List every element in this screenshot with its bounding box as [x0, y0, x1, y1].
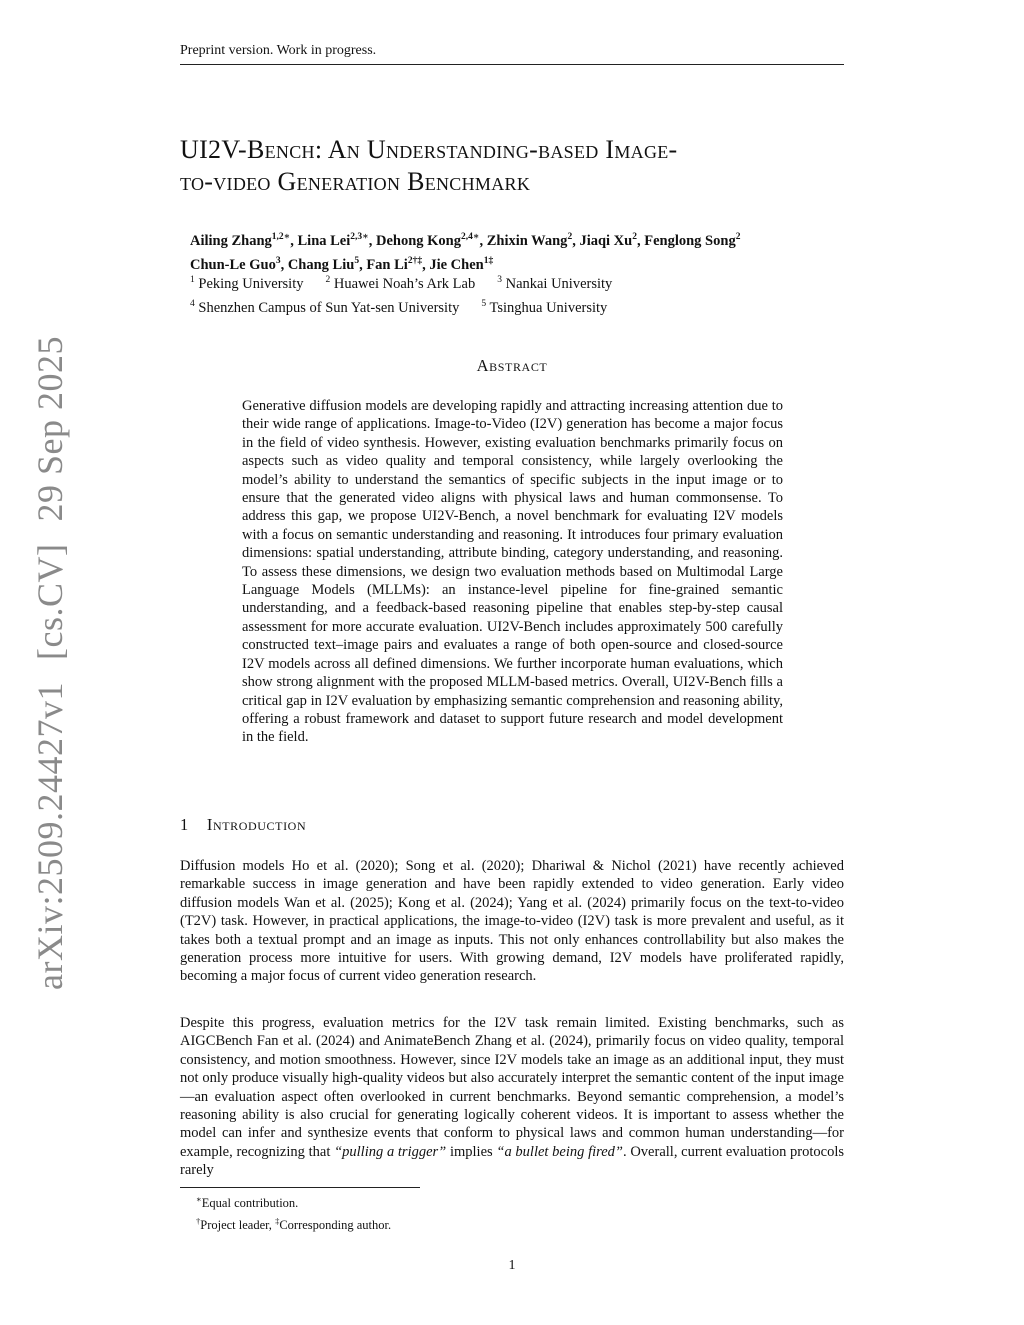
paper-title: [180, 134, 860, 198]
affiliation-number: 1: [190, 275, 195, 285]
header-rule: [180, 64, 844, 65]
affiliation-list: [190, 270, 612, 318]
affiliation-name: Peking University: [198, 275, 304, 292]
paragraph-text: implies: [449, 1143, 493, 1160]
author-affil-sup: 3: [275, 255, 281, 266]
footnote-text: Equal contribution.: [201, 1196, 299, 1211]
author-list: [190, 227, 850, 275]
arxiv-category: [cs.CV]: [30, 543, 70, 661]
affiliation-name: Huawei Noah’s Ark Lab: [333, 275, 476, 292]
author-affil-sup: 2: [632, 232, 637, 242]
emphasis-quote: “pulling a trigger”: [334, 1143, 447, 1160]
paragraph-text: . Overall, current evaluation protocols rarely: [180, 1143, 844, 1179]
author-name: Zhixin Wang: [486, 232, 568, 249]
author-affil-sup: 2: [735, 232, 741, 242]
author-mark: ‡: [488, 255, 494, 266]
arxiv-side-stamp: [29, 336, 71, 990]
title-line-1: UI2V-Bench: An Understanding-based Image-: [180, 135, 678, 164]
author-affil-sup: 5: [354, 255, 360, 266]
section-number: 1: [180, 815, 189, 834]
emphasis-quote: “a bullet being fired”: [496, 1143, 623, 1160]
author-mark: †‡: [412, 255, 423, 266]
section-heading: [180, 815, 306, 835]
affiliation-name: Tsinghua University: [489, 299, 608, 316]
arxiv-id: arXiv:2509.24427v1: [30, 682, 70, 990]
author-affil-sup: 2: [407, 255, 413, 266]
author-name: Dehong Kong: [375, 232, 461, 249]
author-mark: ∗: [283, 232, 291, 242]
author-line-1: Ailing Zhang$^{1,2∗}$, Lina Lei$^{2,3∗}$, Dehong Kong$^{2,4∗}$, Zhixin Wang$^2$, Jiaqi Xu$^2$, Fenglong Song$^2$: [190, 232, 741, 249]
author-name: Chun-Le Guo: [190, 256, 276, 273]
author-affil-sup: 2,4: [461, 232, 473, 242]
author-affil-sup: 2: [567, 232, 573, 242]
affiliation-name: Shenzhen Campus of Sun Yat-sen University: [198, 299, 460, 316]
author-affil-sup: 1,2: [271, 232, 284, 242]
footnotes: [196, 1190, 391, 1234]
affiliation-name: Nankai University: [505, 275, 613, 292]
arxiv-date: 29 Sep 2025: [30, 336, 70, 522]
author-mark: ∗: [362, 232, 369, 242]
author-name: Fan Li: [366, 256, 408, 273]
footnote-mark: ‡: [275, 1216, 280, 1227]
affiliation-number: 3: [497, 275, 502, 285]
footnote-2: [196, 1212, 391, 1234]
intro-paragraph-2: [180, 1014, 844, 1180]
author-affil-sup: 2,3: [350, 232, 363, 242]
affiliation-line-1: [190, 270, 612, 294]
footnote-text: Corresponding author.: [279, 1218, 392, 1233]
author-line-2: Chun-Le Guo$^3$, Chang Liu$^5$, Fan $Li^{2\dagger\ddagger}$, Jie Chen$^{1\ddagger}$: [190, 255, 494, 273]
author-name: Ailing Zhang: [190, 232, 272, 249]
section-title: Introduction: [206, 815, 307, 834]
abstract-heading: Abstract: [476, 356, 548, 375]
running-header: Preprint version. Work in progress.: [180, 43, 377, 58]
author-name: Lina Lei: [297, 232, 351, 249]
title-line-2: to-video Generation Benchmark: [180, 167, 531, 196]
author-name: Fenglong Song: [644, 232, 736, 249]
footnote-mark: †: [196, 1216, 201, 1227]
author-affil-sup: 1: [483, 255, 489, 266]
affiliation-number: 5: [481, 298, 487, 309]
footnote-text: Project leader,: [200, 1218, 272, 1233]
author-name: Chang Liu: [287, 256, 355, 273]
footnote-rule: [180, 1187, 420, 1188]
intro-paragraph-1: Diffusion models Ho et al. (2020); Song et al. (2020); Dhariwal & Nichol (2021) have recently achieved remarkable success in image generation and have been rapidly extended to video generation. Early video diffusion models Wan et al. (2025); Kong et al. (2024); Yang et al. (2024) primarily focus on the text-to-video (T2V) task. However, in practical applications, the image-to-video (I2V) task is more prevalent and useful, as it takes both a textual prompt and an image as inputs. This not only enhances controllability but also makes the generation process more intuitive for users. With growing demand, I2V models have proliferated rapidly, becoming a major focus of current video generation research.: [180, 858, 844, 985]
author-name: Jiaqi Xu: [579, 232, 633, 249]
affiliation-number: 2: [325, 275, 331, 285]
author-mark: ∗: [472, 232, 480, 242]
affiliation-number: 4: [190, 298, 195, 309]
footnote-1: [196, 1190, 391, 1212]
paragraph-text: Despite this progress, evaluation metrics for the I2V task remain limited. Existing benchmarks, such as AIGCBench Fan et al. (2024) and AnimateBench Zhang et al. (2024), primarily focus on video quality, temporal consistency, and motion smoothness. However, since I2V models take an image as an additional input, they must not only produce visually high-quality videos but also accurately interpret the semantic content of the input image—an evaluation aspect often overlooked in current benchmarks. Beyond semantic comprehension, a model’s reasoning ability is also crucial for generating logically coherent videos. It is important to assess whether the model can infer and synthesize events that conform to physical laws and common human understanding—for example, recognizing that: [180, 1015, 844, 1160]
affiliation-line-2: [190, 294, 612, 318]
footnote-mark: ∗: [196, 1194, 202, 1204]
page-number: 1: [508, 1258, 516, 1273]
abstract-body: Generative diffusion models are developing rapidly and attracting increasing attention due to their wide range of applications. Image-to-Video (I2V) generation has become a major focus in the field of video synthesis. However, existing evaluation benchmarks primarily focus on aspects such as video quality and temporal consistency, while largely overlooking the model’s ability to understand the semantics of specific subjects in the input image or to ensure that the generated video aligns with physical laws and human commonsense. To address this gap, we propose UI2V-Bench, a novel benchmark for evaluating I2V models with a focus on semantic understanding and reasoning. It introduces four primary evaluation dimensions: spatial understanding, attribute binding, category understanding, and reasoning. To assess these dimensions, we design two evaluation methods based on Multimodal Large Language Models (MLLMs): an instance-level pipeline for fine-grained semantic understanding, and a feedback-based reasoning pipeline that enables step-by-step causal assessment for more accurate evaluation. UI2V-Bench includes approximately 500 carefully constructed text–image pairs and evaluates a range of both open-source and closed-source I2V models across all defined dimensions. We further incorporate human evaluations, which show strong alignment with the proposed MLLM-based metrics. Overall, UI2V-Bench fills a critical gap in I2V evaluation by emphasizing semantic comprehension and reasoning ability, offering a robust framework and dataset to support future research and model development in the field.: [242, 398, 783, 746]
author-name: Jie Chen: [429, 256, 484, 273]
